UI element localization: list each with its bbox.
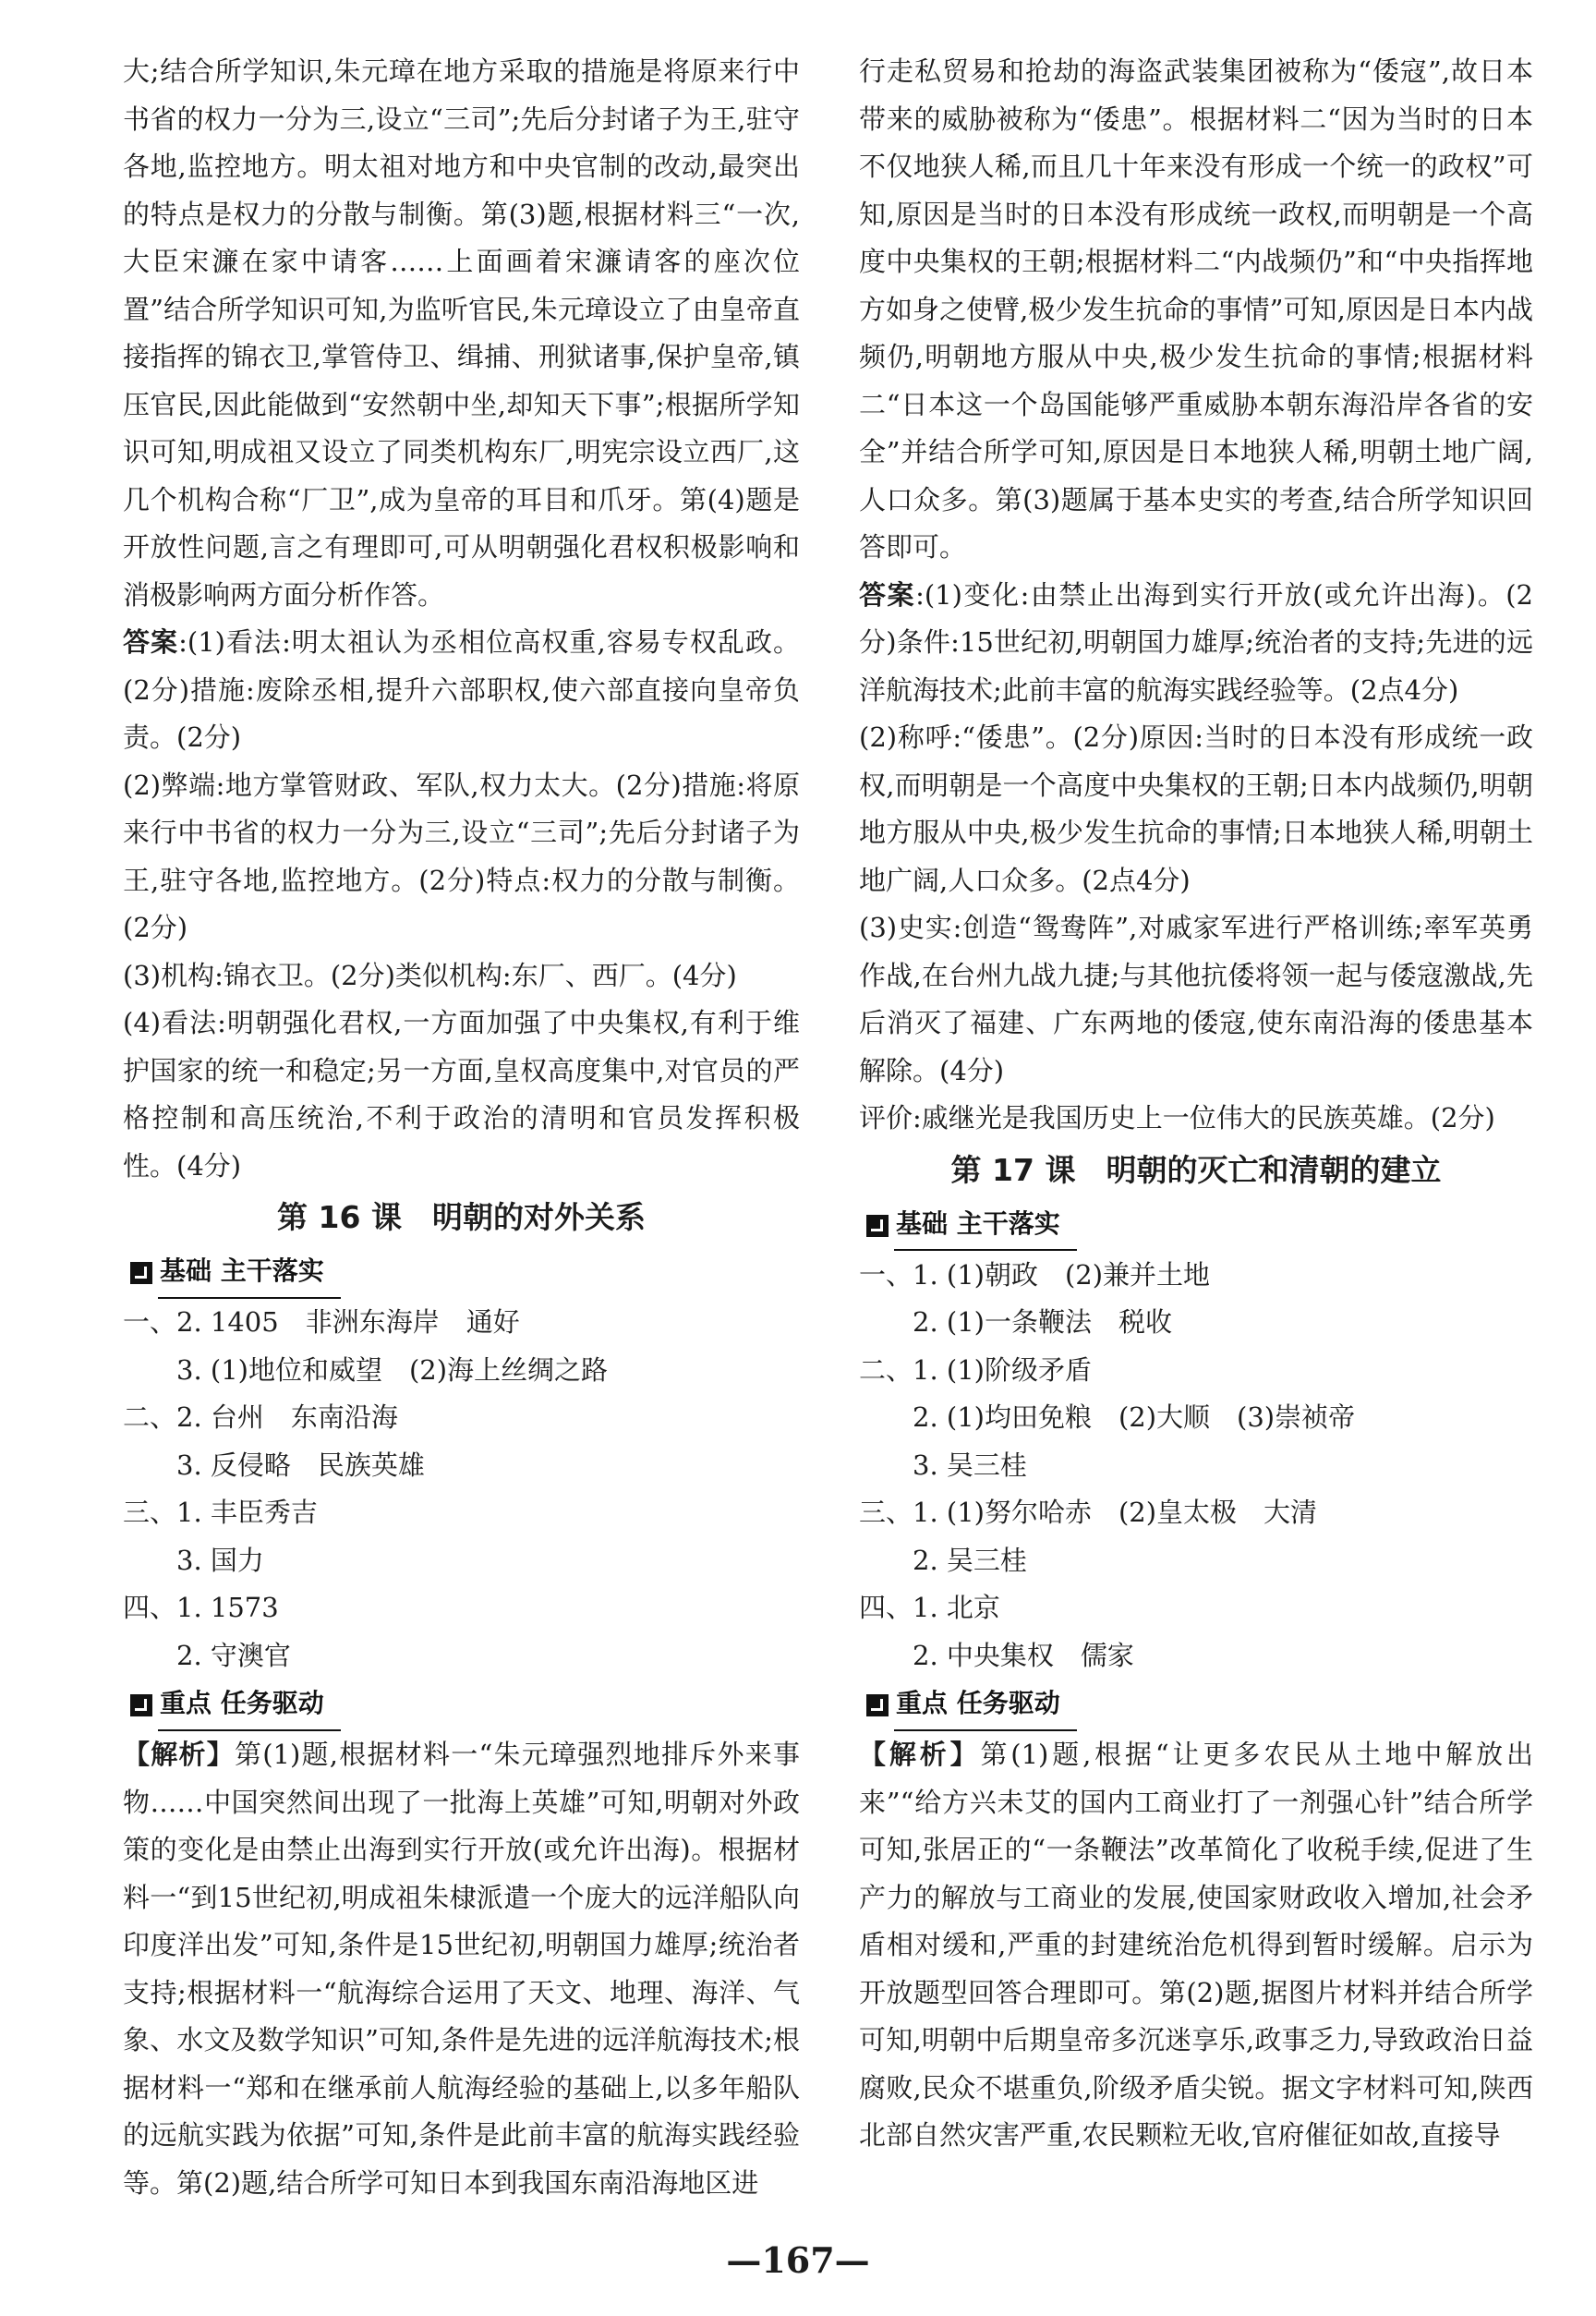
analysis-label: 【解析】 bbox=[859, 1739, 981, 1770]
list-item: 3. 国力 bbox=[176, 1544, 264, 1576]
lesson-17-analysis: 【解析】第(1)题,根据“让更多农民从土地中解放出来”“给方兴未艾的国内工商业打了一剂强心针”结合所学可知,张居正的“一条鞭法”改革简化了收税手续,促进了生产力的解放与工商业的发展,使国家财政收入增加,社会矛盾相对缓和,严重的封建统治危机得到暂时缓解。启示为开放题型回答合理即可。第(2)题,据图片材料并结合所学可知,明朝中后期皇帝多沉迷享乐,政事乏力,导致政治日益腐败,民众不堪重负,阶级矛盾尖锐。据文字材料可知,陕西北部自然灾害严重,农民颗粒无收,官府催征如故,直接导 bbox=[859, 1739, 1533, 2151]
right-answer-4: 评价:戚继光是我国历史上一位伟大的民族英雄。(2分) bbox=[859, 1102, 1495, 1134]
arrow-box-icon bbox=[866, 1215, 889, 1237]
left-answer-4: (4)看法:明朝强化君权,一方面加强了中央集权,有利于维护国家的统一和稳定;另一方面,皇权高度集中,对官员的严格控制和高压统治,不利于政治的清明和官员发挥积极性。(4分) bbox=[123, 1007, 800, 1182]
left-analysis-continuation: 大;结合所学知识,朱元璋在地方采取的措施是将原来行中书省的权力一分为三,设立“三司”;先后分封诸子为王,驻守各地,监控地方。明太祖对地方和中央官制的改动,最突出的特点是权力的分散与制衡。第(3)题,根据材料三“一次,大臣宋濂在家中请客……上面画着宋濂请客的座次位置”结合所学知识可知,为监听官民,朱元璋设立了由皇帝直接指挥的锦衣卫,掌管侍卫、缉捕、刑狱诸事,保护皇帝,镇压官民,因此能做到“安然朝中坐,却知天下事”;根据所学知识可知,明成祖又设立了同类机构东厂,明宪宗设立西厂,这几个机构合称“厂卫”,成为皇帝的耳目和爪牙。第(4)题是开放性问题,言之有理即可,可从明朝强化君权积极影响和消极影响两方面分析作答。 bbox=[123, 55, 800, 611]
analysis-label: 【解析】 bbox=[123, 1739, 235, 1770]
right-answer-3: (3)史实:创造“鸳鸯阵”,对戚家军进行严格训练;率军英勇作战,在台州九战九捷;与其他抗倭将领一起与倭寇激战,先后消灭了福建、广东两地的倭寇,使东南沿海的倭患基本解除。(4分) bbox=[859, 912, 1533, 1086]
list-item: 3. 吴三桂 bbox=[913, 1449, 1027, 1481]
arrow-box-icon bbox=[130, 1694, 152, 1716]
section-head-basics: 基础 主干落实 bbox=[130, 1251, 800, 1295]
list-item: 三、1. (1)努尔哈赤 (2)皇太极 大清 bbox=[859, 1497, 1318, 1528]
right-answer-1: 答案:(1)变化:由禁止出海到实行开放(或允许出海)。(2分)条件:15世纪初,明朝国力雄厚;统治者的支持;先进的远洋航海技术;此前丰富的航海实践经验等。(2点4分) bbox=[859, 578, 1533, 706]
list-item: 一、1. (1)朝政 (2)兼并土地 bbox=[859, 1258, 1211, 1291]
section-head-key: 重点 任务驱动 bbox=[130, 1683, 800, 1728]
arrow-box-icon bbox=[866, 1694, 889, 1716]
left-column bbox=[123, 48, 800, 2207]
right-answer-2: (2)称呼:“倭患”。(2分)原因:当时的日本没有形成统一政权,而明朝是一个高度中央集权的王朝;日本内战频仍,明朝地方服从中央,极少发生抗命的事情;日本地狭人稀,明朝土地广阔,人口众多。(2点4分) bbox=[859, 721, 1533, 896]
answer-label: 答案 bbox=[123, 626, 179, 658]
list-item: 2. (1)一条鞭法 税收 bbox=[913, 1306, 1172, 1338]
list-item: 3. 反侵略 民族英雄 bbox=[176, 1449, 425, 1481]
arrow-box-icon bbox=[130, 1262, 152, 1284]
list-item: 2. 中央集权 儒家 bbox=[913, 1639, 1134, 1671]
lesson-17-title: 第 17 课 明朝的灭亡和清朝的建立 bbox=[950, 1151, 1442, 1188]
lesson-16-title: 第 16 课 明朝的对外关系 bbox=[277, 1199, 646, 1235]
list-item: 3. (1)地位和威望 (2)海上丝绸之路 bbox=[176, 1353, 609, 1386]
right-column bbox=[859, 48, 1533, 2160]
left-answer-2: (2)弊端:地方掌管财政、军队,权力太大。(2分)措施:将原来行中书省的权力一分为三,设立“三司”;先后分封诸子为王,驻守各地,监控地方。(2分)特点:权力的分散与制衡。(2分) bbox=[123, 769, 800, 943]
right-analysis-continuation: 行走私贸易和抢劫的海盗武装集团被称为“倭寇”,故日本带来的威胁被称为“倭患”。根据材料二“因为当时的日本不仅地狭人稀,而且几十年来没有形成一个统一的政权”可知,原因是当时的日本没有形成统一政权,而明朝是一个高度中央集权的王朝;根据材料二“内战频仍”和“中央指挥地方如身之使臂,极少发生抗命的事情”可知,原因是日本内战频仍,明朝地方服从中央,极少发生抗命的事情;根据材料二“日本这一个岛国能够严重威胁本朝东海沿岸各省的安全”并结合所学可知,原因是日本地狭人稀,明朝土地广阔,人口众多。第(3)题属于基本史实的考查,结合所学知识回答即可。 bbox=[859, 55, 1533, 563]
list-item: 四、1. 1573 bbox=[123, 1592, 279, 1623]
left-answer-3: (3)机构:锦衣卫。(2分)类似机构:东厂、西厂。(4分) bbox=[123, 959, 737, 991]
list-item: 2. (1)均田免粮 (2)大顺 (3)崇祯帝 bbox=[913, 1401, 1356, 1433]
lesson-16-analysis: 【解析】第(1)题,根据材料一“朱元璋强烈地排斥外来事物……中国突然间出现了一批海上英雄”可知,明朝对外政策的变化是由禁止出海到实行开放(或允许出海)。根据材料一“到15世纪初,明成祖朱棣派遣一个庞大的远洋船队向印度洋出发”可知,条件是15世纪初,明朝国力雄厚;统治者支持;根据材料一“航海综合运用了天文、地理、海洋、气象、水文及数学知识”可知,条件是先进的远洋航海技术;根据材料一“郑和在继承前人航海经验的基础上,以多年船队的远航实践为依据”可知,条件是此前丰富的航海实践经验等。第(2)题,结合所学可知日本到我国东南沿海地区进 bbox=[123, 1739, 800, 2199]
list-item: 2. 吴三桂 bbox=[913, 1544, 1027, 1576]
list-item: 三、1. 丰臣秀吉 bbox=[123, 1497, 318, 1528]
list-item: 2. 守澳官 bbox=[176, 1639, 291, 1671]
list-item: 四、1. 北京 bbox=[859, 1592, 1000, 1623]
list-item: 二、1. (1)阶级矛盾 bbox=[859, 1353, 1092, 1386]
answer-label: 答案 bbox=[859, 578, 916, 611]
left-answer-1: 答案:(1)看法:明太祖认为丞相位高权重,容易专权乱政。(2分)措施:废除丞相,提升六部职权,使六部直接向皇帝负责。(2分) bbox=[123, 626, 800, 753]
list-item: 二、2. 台州 东南沿海 bbox=[123, 1401, 398, 1433]
list-item: 一、2. 1405 非洲东海岸 通好 bbox=[123, 1306, 520, 1338]
section-head-key: 重点 任务驱动 bbox=[866, 1683, 1533, 1728]
page-number: —167— bbox=[726, 2239, 870, 2281]
section-head-basics: 基础 主干落实 bbox=[866, 1204, 1533, 1248]
